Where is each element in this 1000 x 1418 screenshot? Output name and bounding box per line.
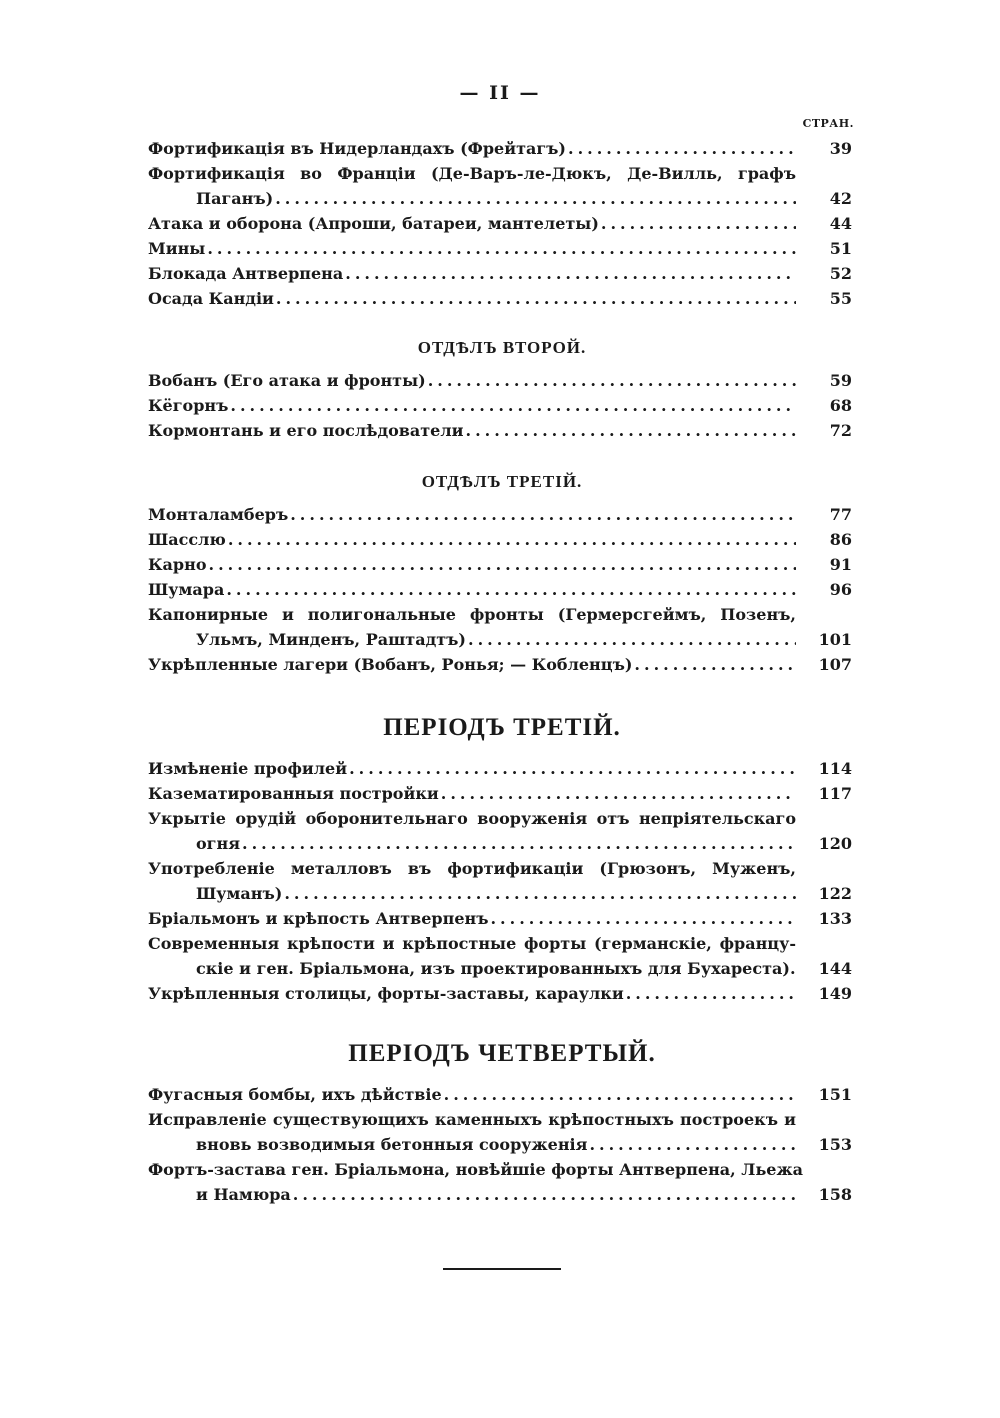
toc-entry-page: 44 (829, 214, 852, 233)
toc-entry-page: 86 (829, 530, 852, 549)
toc-entry[interactable]: Фортификація въ Нидерландахъ (Фрейтагъ) ..... 39 (148, 136, 856, 161)
end-rule (443, 1268, 561, 1270)
toc-entry[interactable]: Фортификація во Франціи (Де-Варъ-ле-Дюкъ, Де-Вилль, графъ Паганъ) ..... 42 (148, 161, 856, 211)
toc-entry-page: 68 (829, 396, 852, 415)
toc-entry-page: 122 (818, 884, 852, 903)
section-heading: ОТДѢЛЪ ВТОРОЙ. (417, 338, 587, 357)
toc-entry[interactable]: Фугасныя бомбы, ихъ дѣйствіе ..... 151 (148, 1082, 856, 1107)
toc-group-section-three (148, 472, 856, 677)
toc-entry[interactable]: Вобанъ (Его атака и фронты) ..... 59 (148, 368, 856, 393)
toc-entry[interactable]: Кёгорнъ ..... 68 (148, 393, 856, 418)
toc-entry-page: 158 (818, 1185, 852, 1204)
toc-group-section-two (148, 338, 856, 443)
toc-entry[interactable]: Кормонтань и его послѣдователи ..... 72 (148, 418, 856, 443)
toc-entry-page: 51 (829, 239, 852, 258)
toc-entry[interactable]: Осада Кандіи ..... 55 (148, 286, 856, 311)
toc-entry-page: 117 (818, 784, 852, 803)
toc-entry-page: 149 (818, 984, 852, 1003)
toc-entry-page: 133 (818, 909, 852, 928)
toc-entry[interactable]: Фортъ-застава ген. Бріальмона, новѣйшіе форты Антверпена, Льежа и Намюра ..... 158 (148, 1157, 856, 1207)
toc-group-continuation (148, 136, 856, 311)
toc-entry[interactable]: Употребленіе металловъ въ фортификаціи (Грюзонъ, Муженъ, Шуманъ) ..... 122 (148, 856, 856, 906)
toc-entry-page: 39 (829, 139, 852, 158)
toc-entry[interactable]: Укрѣпленные лагери (Вобанъ, Ронья; — Кобленцъ) ..... 107 (148, 652, 856, 677)
toc-entry[interactable]: Карно ..... 91 (148, 552, 856, 577)
toc-entry-page: 101 (818, 630, 852, 649)
pages-column-label: СТРАН. (802, 117, 854, 130)
toc-entry-page: 107 (818, 655, 852, 674)
toc-entry[interactable]: Укрѣпленныя столицы, форты-заставы, караулки ..... 149 (148, 981, 856, 1006)
toc-entry-page: 91 (829, 555, 852, 574)
period-heading: ПЕРІОДЪ ЧЕТВЕРТЫЙ. (348, 1040, 656, 1067)
page-number: — II — (459, 82, 541, 104)
toc-entry[interactable]: Казематированныя постройки ..... 117 (148, 781, 856, 806)
toc-entry-page: 153 (818, 1135, 852, 1154)
toc-entry[interactable]: Шасслю ..... 86 (148, 527, 856, 552)
toc-entry[interactable]: Современныя крѣпости и крѣпостные форты (германскіе, францу- скіе и ген. Бріальмона, изъ проектированныхъ для Бухареста). 144 (148, 931, 856, 981)
period-heading: ПЕРІОДЪ ТРЕТІЙ. (383, 714, 621, 741)
toc-entry-page: 120 (818, 834, 852, 853)
toc-group-period-four (148, 1040, 856, 1207)
toc-entry[interactable]: Измѣненіе профилей ..... 114 (148, 756, 856, 781)
toc-entry-page: 96 (829, 580, 852, 599)
toc-entry-page: 77 (829, 505, 852, 524)
toc-entry[interactable]: Укрытіе орудій оборонительнаго вооруженія отъ непріятельскаго огня ..... 120 (148, 806, 856, 856)
section-heading: ОТДѢЛЪ ТРЕТІЙ. (421, 472, 583, 491)
toc-entry[interactable]: Бріальмонъ и крѣпость Антверпенъ ..... 133 (148, 906, 856, 931)
toc-entry-page: 151 (818, 1085, 852, 1104)
toc-entry-page: 144 (818, 959, 852, 978)
toc-entry-page: 59 (829, 371, 852, 390)
toc-entry-page: 114 (818, 759, 852, 778)
toc-entry-page: 72 (829, 421, 852, 440)
toc-entry[interactable]: Мины ..... 51 (148, 236, 856, 261)
toc-group-period-three (148, 714, 856, 1006)
toc-entry[interactable]: Атака и оборона (Апроши, батареи, мантелеты) ..... 44 (148, 211, 856, 236)
toc-entry[interactable]: Шумара ..... 96 (148, 577, 856, 602)
toc-entry[interactable]: Монталамберъ ..... 77 (148, 502, 856, 527)
toc-entry[interactable]: Блокада Антверпена ..... 52 (148, 261, 856, 286)
toc-entry-page: 55 (829, 289, 852, 308)
toc-entry-page: 42 (829, 189, 852, 208)
toc-entry[interactable]: Капонирные и полигональные фронты (Гермерсгеймъ, Позенъ, Ульмъ, Минденъ, Раштадтъ) ..... 101 (148, 602, 856, 652)
toc-entry[interactable]: Исправленіе существующихъ каменныхъ крѣпостныхъ построекъ и вновь возводимыя бетонныя сооруженія ..... 153 (148, 1107, 856, 1157)
toc-entry-page: 52 (829, 264, 852, 283)
